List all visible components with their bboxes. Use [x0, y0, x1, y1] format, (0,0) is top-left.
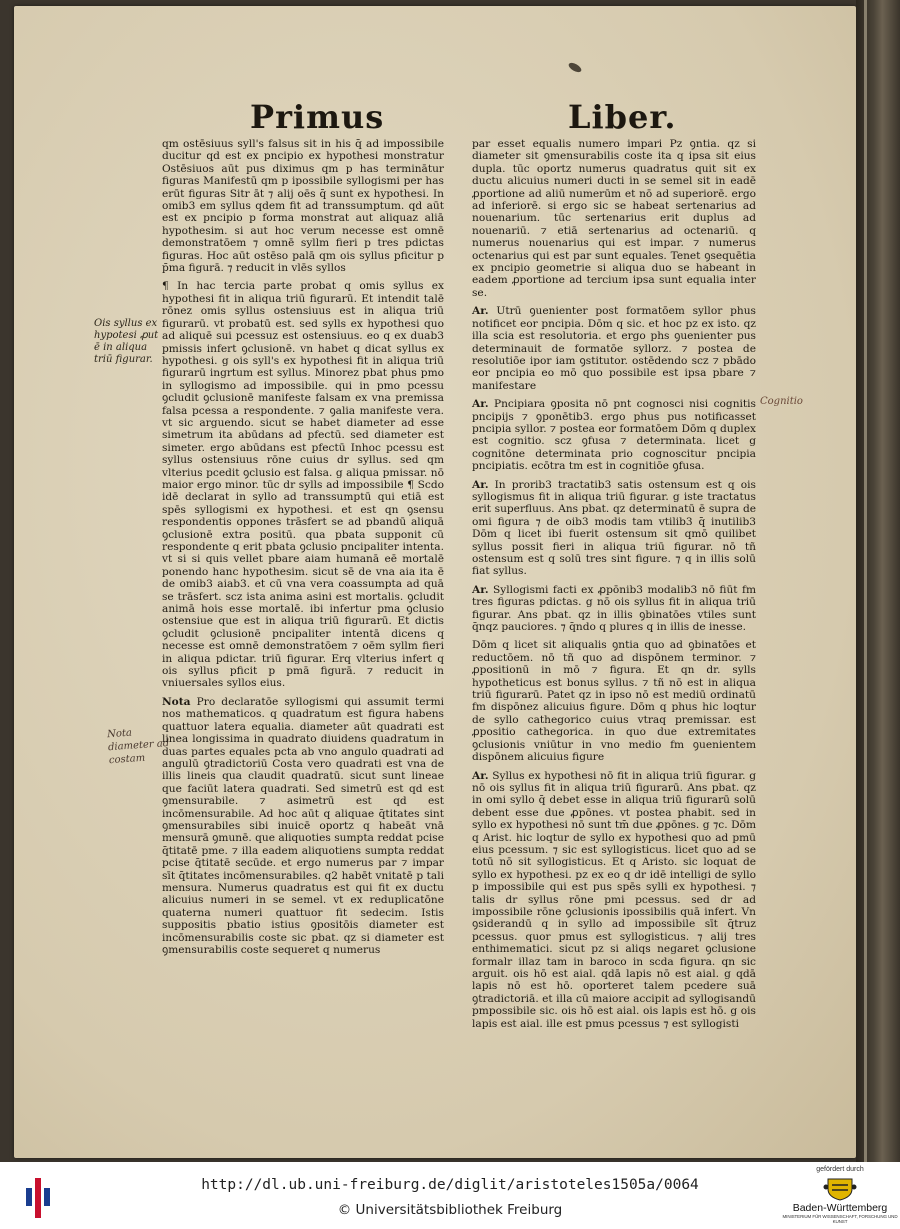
margin-gloss: Ois syllus ex hypotesi ꝓut ē in aliqua triū figurar.	[94, 318, 159, 365]
ink-smudge	[567, 61, 583, 74]
paragraph-lead: Ar.	[472, 583, 489, 596]
running-head-right: Liber.	[568, 98, 677, 136]
left-text-column	[162, 138, 444, 956]
paragraph	[162, 280, 444, 689]
paragraph-text: Pro declaratōe syllogismi qui assumit termi nos mathematicos. q quadratum est figura habens quattuor latera equalia. diameter aūt quadrati est linea longissima in quadrato diuidens quadratum in duas partes equales pcta ab vno angulo quadrati ad angulū ꝯtradictoriū Costa vero quadrati est vna de illis lineis qua claudit quadratū. sicut sunt lineae que faciūt latera quadrati. Sed simetrū est qd est ꝯmensurabile. ⁊ asimetrū est qd est incōmensurabile. Ad hoc aūt q aliquae q̄titates sint ꝯmensurabiles sibi inuicē oportz q habeāt vnā mensurā ꝯmunē. que aliquoties sumpta reddat pcise q̄titatē pme. ⁊ illa eadem aliquotiens sumpta reddat pcise q̄titatē secūde. et ergo numerus par ⁊ impar sīt q̄titates incōmensurabiles. q2 habēt vnitatē p tali mensura. Numerus quadratus est qui fit ex ductu alicuius numeri in se semel. vt ex reduplicatōne quaterna numeri quattuor fit sedecim. Istis suppositis pbatio istius ꝯpositōis diameter est incōmensurabilis coste sic pbat. qz si diameter est ꝯmensurabilis coste sequeret q numerus	[162, 695, 444, 956]
paragraph	[472, 479, 756, 578]
book-spine	[856, 0, 900, 1162]
paragraph	[472, 138, 756, 299]
funding-badge	[780, 1166, 900, 1224]
paragraph	[162, 696, 444, 957]
paragraph-text: Pncipiara ꝯposita nō pnt cognosci nisi cognitis pncipijs ⁊ ꝯponētib3. ergo phus pus notificasset pncipia syllor. ⁊ postea eor formatōem Dōm q duplex est cognitio. scz ꝯfusa ⁊ determinata. licet g cognitōne determinata prio cognoscitur pncipia pncipiatis. ecōtra tm est in cognitiōe ꝯfusa.	[472, 398, 756, 473]
paragraph	[472, 584, 756, 634]
permalink-url[interactable]: http://dl.ub.uni-freiburg.de/diglit/aristoteles1505a/0064	[201, 1177, 699, 1193]
ministry-name: MINISTERIUM FÜR WISSENSCHAFT, FORSCHUNG UND KUNST	[782, 1214, 898, 1224]
paragraph-text: Dōm q licet sit aliqualis ꝯntia quo ad ꝯbinatōes et reductōem. nō tñ quo ad dispōnem terminor. ⁊ ꝓpositionū in mō ⁊ figura. Et qn dr. sylls hypotheticus est bonus syllus. ⁊ tñ nō est in aliqua triū figurarū. Patet qz in ipso nō est mediū ordinatū fm dispōnez alicuius figure. Dōm q phus hic loqtur de syllo cathegorico cuius vtraq premissar. est ꝓpositio cathegorica. in quo due extremitates ꝯclusionis vniūtur in vno medio fm ꝯuenientem dispōnem alicuius figure	[472, 639, 756, 764]
paragraph-text: Syllogismi facti ex ꝓpōnib3 modalib3 nō fiūt fm tres figuras pdictas. g nō ois syllus fit in aliqua triū figurar. Ans pbat. qz in illis ꝯbinatōes vtiles sunt q̄nqz pauciores. ⁊ q̄ndo q plures q in illis de inesse.	[472, 583, 756, 634]
paragraph	[472, 305, 756, 392]
paragraph-text: qm ostēsiuus syll's falsus sit in his q̄ ad impossibile ducitur qd est ex pncipio ex hypothesi monstratur Ostēsiuos aūt pus diximus qm p has terminātur figuras Manifestū qm p ipossibile syllogismi per has erūt figuras Sitr āt ⁊ alij oēs q̄ sunt ex hypothesi. In omib3 em syllus qdem fit ad transsumptum. qd aūt est ex pncipio p forma monstrat aut aliquaz aliā hypothesim. si aut hoc verum necesse est omnē demonstratōem ⁊ omnē syllm fieri p tres pdictas figuras. Hoc aūt ostēso palā qm ois syllus pficitur p p̄ma figurā. ⁊ reducit in vlēs syllos	[162, 138, 444, 275]
state-crest-icon	[823, 1175, 857, 1201]
paragraph-text: Syllus ex hypothesi nō fit in aliqua triū figurar. g nō ois syllus fit in aliqua triū figurarū. Ans pbat. qz in omi syllo q̄ debet esse in aliqua triū figurarū solū debent esse due ꝓpōnes. vt postea phabit. sed in syllo ex hypothesi nō sunt tm̄ due ꝓpōnes. g ⁊c. Dōm q Arist. hic loqtur de syllo ex hypothesi quo ad pmū eius pcessum. ⁊ sic est syllogisticus. licet quo ad se totū nō sit syllogisticus. Et q Aristo. sic loquat de syllo ex hypothesi. pz ex eo q dr idē intelligi de syllo p impossibile qui est pus spēs sylli ex hypothesi. ⁊ talis dr syllus rōne pmi pcessus. sed dr ad impossibile rōne ꝯclusionis ipossibilis quā infert. Vn ꝯsiderandū q in syllo ad impossibile sīt q̄truz pcessus. quor pmus est syllogisticus. ⁊ alij tres enthimematici. sicut pz si aliqs negaret ꝯclusione formalr illaz tam in baroco in scda figura. qn sic arguit. ois hō est aial. qdā lapis nō est aial. g qdā lapis nō est hō. oporteret talem pcedere suā ꝯtradictoriā. et illa cū maiore accipit ad syllogisandū pmpossibile sic. ois hō est aial. ois lapis est hō. g ois lapis est aial. ille est pmus pcessus ⁊ est syllogisti	[472, 769, 756, 1030]
paragraph	[472, 398, 756, 472]
paragraph-lead: Ar.	[472, 398, 489, 411]
logo-bar-center	[35, 1178, 41, 1218]
paragraph-text: ¶ In hac tercia parte probat q omis syllus ex hypothesi fit in aliqua triū figurarū. Et intendit talē rōnez omis syllus ostensiuus est in aliqua triū figurarū. vt probatū est. sed sylls ex hypothesi quo ad aliquē sui pcessuz est ostensiuus. eo q ex duab3 pmissis infert ꝯclusionē. vn habet q dicat syllus ex hypothesi. g ois syll's ex hypothesi fit in aliqua triū figurarū ingrtum est syllus. Minorez pbat phus pmo in syllogismo ad impossibile. qui in pmo pcessu ꝯcludit ꝯclusionē manifeste falsam ex vna premissa falsa pcessa a respondente. ⁊ ꝯalia manifeste vera. vt sic arguendo. sicut se habet diameter ad esse simetrum ita abūdans ad pfectū. sed diameter est simeter. ergo abūdans est pfectū Inhoc pcessu est syllus ostensiuus rōne cuius dr syllus. sed qm vlterius pcedit ꝯclusio est falsa. g aliqua pmissar. nō maior ergo minor. tūc dr sylls ad impossibile ¶ Scdo idē declarat in syllo ad transsumptū qui etiā est spēs syllogismi ex hypothesi. et est qn ꝯsensu respondentis oppones trāsfert se ad pbandū aliquā ꝯclusionē extra positū. qua pbata supponit cū respondente q erit pbata ꝯclusio pncipaliter intenta. vt si si quis vellet pbare aiam humanā eē mortalē ponendo hanc hypothesim. sicut sē de vna aia ita ē de omib3 aiab3. et cū vna vera coassumpta ad quā se trāsfert. scz ista anima asini est mortalis. ꝯcludit animā hois esse mortalē. ibi infertur pma ꝯclusio ostensiue que est in aliqua triū figurarū. Et dictis ꝯcludit ꝯclusionē pncipaliter intentā dicens q necesse est omnē demonstratōem ⁊ oēm syllm fieri in aliqua pdictar. triū figurar. Erq vlterius infert q ois syllus pficit p pmā figurā. ⁊ reducit in vniuersales syllos eius.	[162, 280, 444, 690]
running-head-left: Primus	[250, 98, 385, 136]
state-name: Baden-Württemberg	[792, 1202, 888, 1214]
handwritten-note-right: Cognitio	[760, 396, 803, 407]
logo-bar-right	[44, 1188, 50, 1206]
spine-edge	[864, 0, 867, 1162]
paragraph	[472, 770, 756, 1031]
paragraph-lead: Ar.	[472, 305, 489, 318]
paragraph-lead: Ar.	[472, 769, 489, 782]
copyright-notice: © Universitätsbibliothek Freiburg	[337, 1202, 563, 1218]
logo-bar-left	[26, 1188, 32, 1206]
viewer-footer	[0, 1162, 900, 1229]
paragraph	[472, 639, 756, 763]
funded-by-label: gefördert durch	[816, 1166, 864, 1173]
paragraph-text: Utrū ꝯuenienter post formatōem syllor phus notificet eor pncipia. Dōm q sic. et hoc pz ex isto. qz illa scia est resolutoria. et ergo phs ꝯuenienter pus determinauit de formatōe syllorz. ⁊ postea de resolutiōe ipor iam ꝯstitutor. ostēdendo scz ⁊ pbādo eor pncipia eo mō quo possibile est ipsa pbare ⁊ manifestare	[472, 305, 756, 392]
paragraph-text: par esset equalis numero impari Pz ꝯntia. qz si diameter sit ꝯmensurabilis coste ita q ipsa sit eius dupla. tūc oportz numerus quadratus quit sit ex ductu alicuius numeri ducti in se semel sit in eadē ꝓportione ad aliū numerūm et nō ad superiorē. ergo ad inferiorē. si ergo sic se habeat sertenarius ad nouenarium. tūc sertenarius erit duplus ad nouenariū. ⁊ etiā sertenarius ad octenariū. q numerus nouenarius qui est impar. ⁊ numerus octenarius qui est par sunt equales. Tenet ꝯsequētia ex pncipio geometrie si aliqua duo se habeant in eadem ꝓportione ad tercium ipsa sunt equalia inter se.	[472, 138, 756, 299]
handwritten-note-left: Nota diameter ad costam	[106, 727, 170, 767]
paragraph-lead: Ar.	[472, 478, 489, 491]
right-text-column	[472, 138, 756, 1030]
paragraph-text: In prorib3 tractatib3 satis ostensum est q ois syllogismus fit in aliqua triū figurar. g iste tractatus erit superfluus. Ans pbat. qz determinatū ē supra de omi figura ⁊ de oib3 modis tam vtilib3 q̄ inutilib3 Dōm q licet ibi fuerit ostensum sit qmō quilibet syllus possit fieri in aliqua triū figurar. nō tñ ostensum est q solū tres sint figure. ⁊ q in illis solū fiat syllus.	[472, 478, 756, 578]
paragraph-lead: Nota	[162, 695, 191, 708]
paragraph	[162, 138, 444, 274]
ub-freiburg-logo	[18, 1176, 58, 1220]
